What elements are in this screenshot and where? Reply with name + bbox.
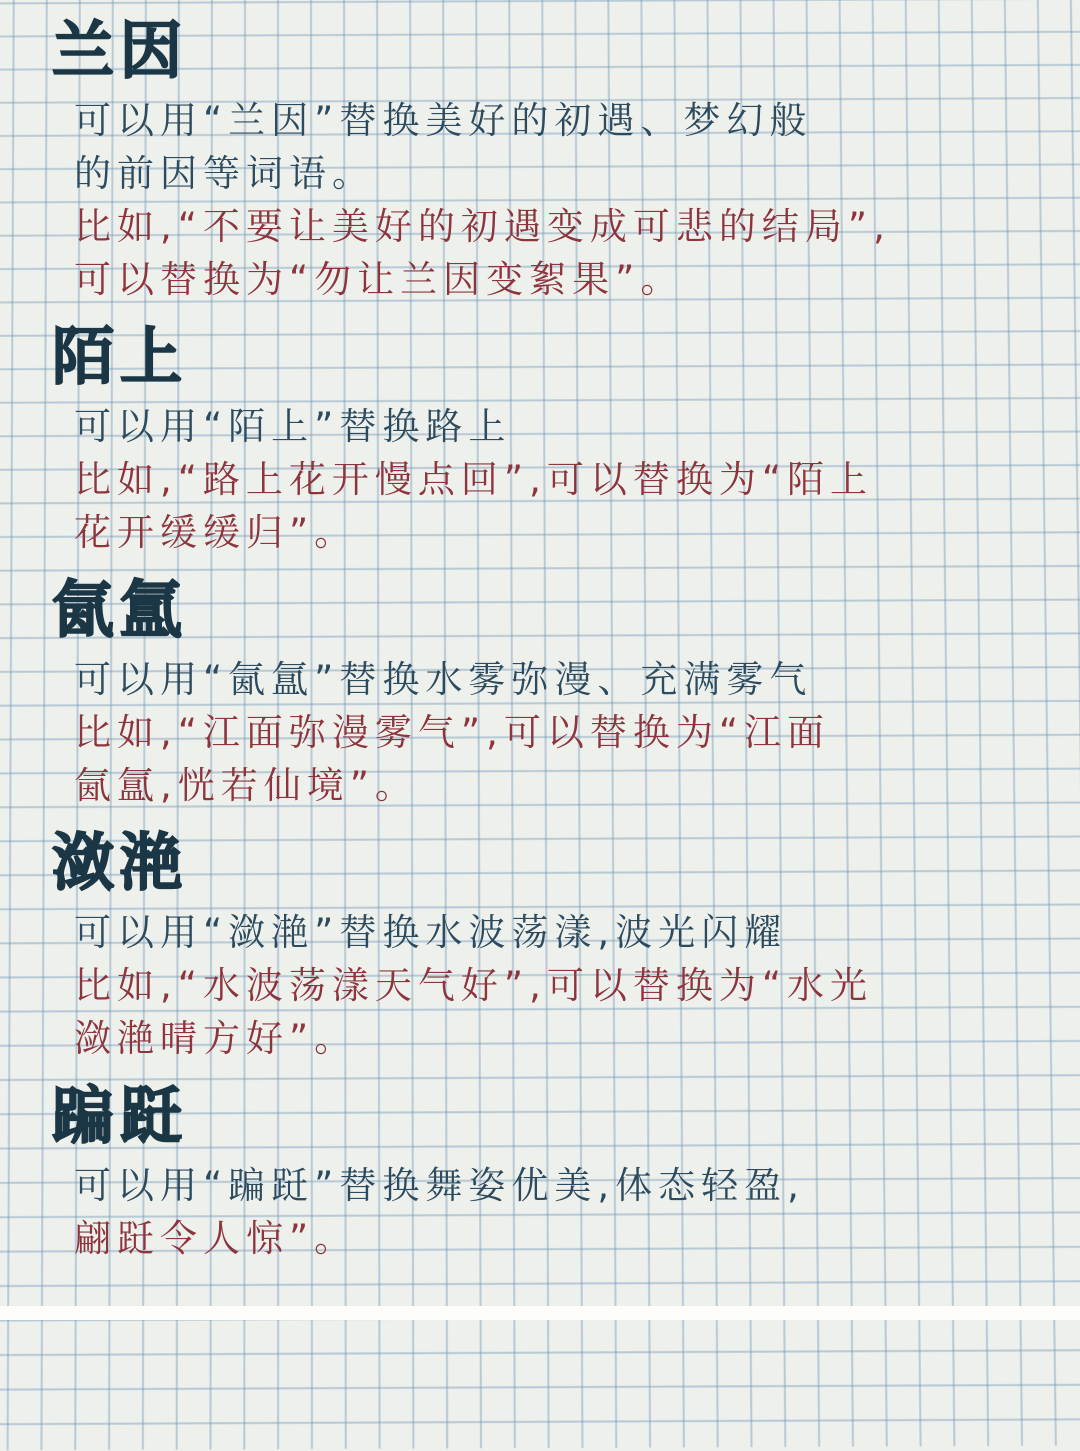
term-heading: 陌上 (52, 320, 189, 393)
example-line: 比如,“路上花开慢点回”,可以替换为“陌上 (74, 458, 874, 501)
example-line: 比如,“不要让美好的初遇变成可悲的结局”, (74, 205, 891, 248)
paper-bottom-edge (0, 1306, 1080, 1320)
term-heading: 蹁跹 (52, 1079, 189, 1152)
example-line: 比如,“水波荡漾天气好”,可以替换为“水光 (74, 964, 874, 1007)
term-heading: 兰因 (52, 14, 189, 87)
example-line: 翩跹令人惊”。 (74, 1217, 358, 1260)
example-line: 潋滟晴方好”。 (74, 1017, 358, 1060)
example-line: 氤氲,恍若仙境”。 (74, 764, 418, 807)
definition-line: 可以用“陌上”替换路上 (74, 405, 512, 448)
section-lianyan (52, 826, 1030, 1065)
section-moshang (52, 320, 1030, 559)
section-pianxian (52, 1079, 1030, 1265)
definition-line: 的前因等词语。 (74, 152, 375, 195)
definition-line: 可以用“潋滟”替换水波荡漾,波光闪耀 (74, 911, 788, 954)
term-heading: 潋滟 (52, 826, 189, 899)
example-line: 可以替换为“勿让兰因变絮果”。 (74, 258, 684, 301)
example-line: 比如,“江面弥漫雾气”,可以替换为“江面 (74, 711, 831, 754)
term-heading: 氤氲 (52, 573, 189, 646)
definition-line: 可以用“兰因”替换美好的初遇、梦幻般 (74, 99, 813, 142)
example-line: 花开缓缓归”。 (74, 511, 358, 554)
definition-line: 可以用“蹁跹”替换舞姿优美,体态轻盈, (74, 1164, 805, 1207)
section-lanyin (52, 14, 1030, 306)
section-yinyun (52, 573, 1030, 812)
definition-line: 可以用“氤氲”替换水雾弥漫、充满雾气 (74, 658, 813, 701)
